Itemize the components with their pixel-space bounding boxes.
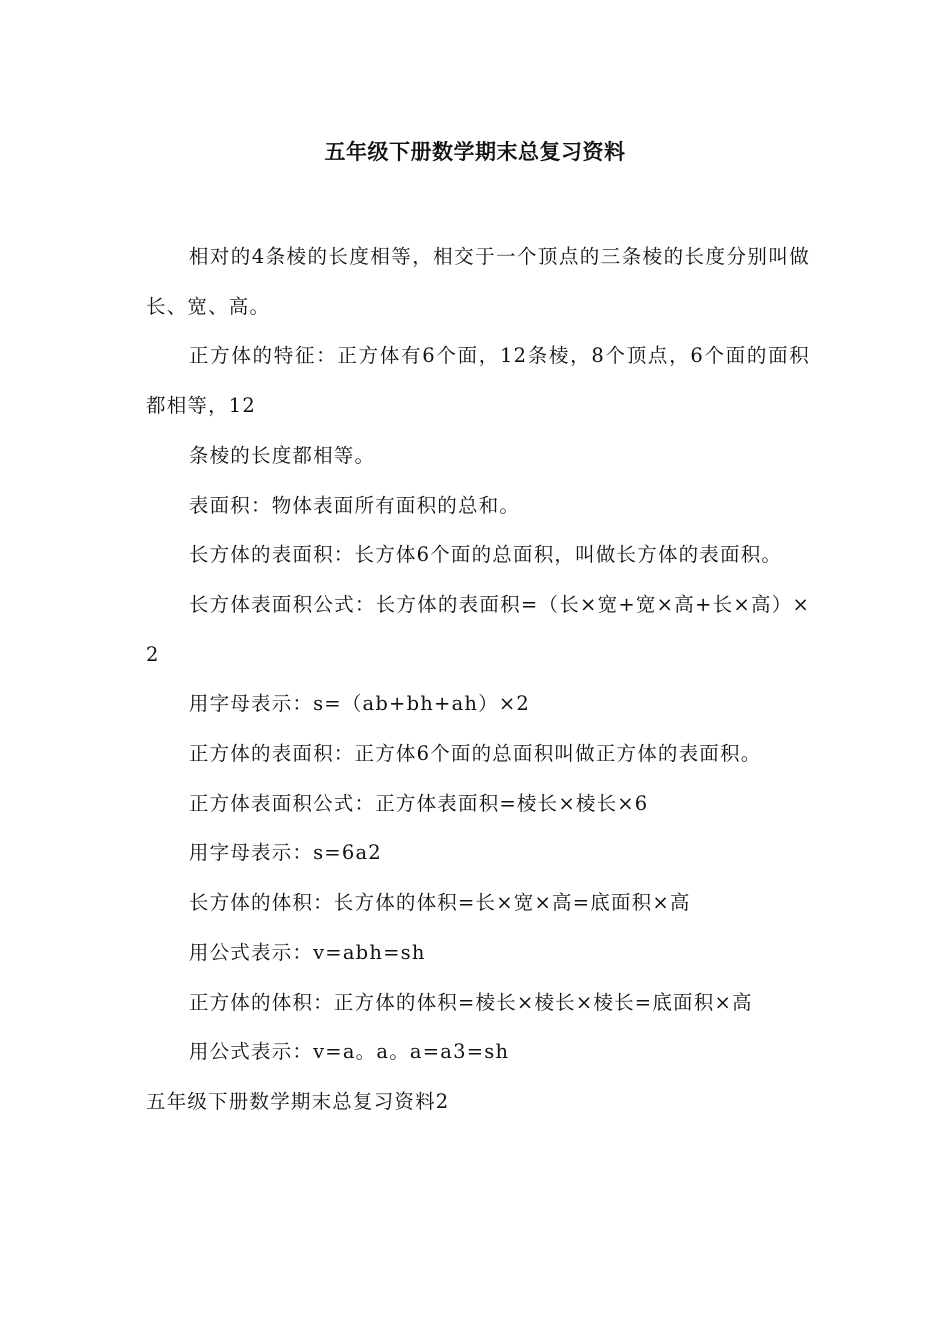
paragraph-cube-edges-equal: 条棱的长度都相等。 — [188, 443, 376, 467]
paragraph-cube-surface-letters: 用字母表示：s=6a2 — [188, 841, 382, 865]
paragraph-edge-lengths: 相对的4条棱的长度相等，相交于一个顶点的三条棱的长度分别叫做长、宽、高。 — [146, 245, 810, 318]
document-body — [146, 232, 810, 1127]
paragraph-surface-area-definition: 表面积：物体表面所有面积的总和。 — [188, 493, 521, 517]
closing-heading: 五年级下册数学期末总复习资料2 — [146, 1089, 450, 1113]
paragraph-cube-surface-formula: 正方体表面积公式：正方体表面积=棱长×棱长×6 — [188, 791, 649, 815]
paragraph-cuboid-volume: 长方体的体积：长方体的体积=长×宽×高=底面积×高 — [188, 891, 691, 915]
paragraph-cuboid-surface-area: 长方体的表面积：长方体6个面的总面积，叫做长方体的表面积。 — [188, 543, 783, 567]
paragraph-cube-surface-area: 正方体的表面积：正方体6个面的总面积叫做正方体的表面积。 — [188, 742, 762, 766]
paragraph-cube-features: 正方体的特征：正方体有6个面，12条棱，8个顶点，6个面的面积都相等，12 — [146, 344, 810, 418]
paragraph-cuboid-surface-formula: 长方体表面积公式：长方体的表面积=（长×宽+宽×高+长×高）×2 — [146, 592, 810, 666]
paragraph-cuboid-volume-formula: 用公式表示：v=abh=sh — [188, 940, 426, 964]
paragraph-cube-volume-formula: 用公式表示：v=a。a。a=a3=sh — [188, 1040, 510, 1064]
paragraph-cube-volume: 正方体的体积：正方体的体积=棱长×棱长×棱长=底面积×高 — [188, 990, 753, 1014]
document-title: 五年级下册数学期末总复习资料 — [324, 140, 626, 164]
paragraph-cuboid-surface-letters: 用字母表示：s=（ab+bh+ah）×2 — [188, 692, 530, 716]
